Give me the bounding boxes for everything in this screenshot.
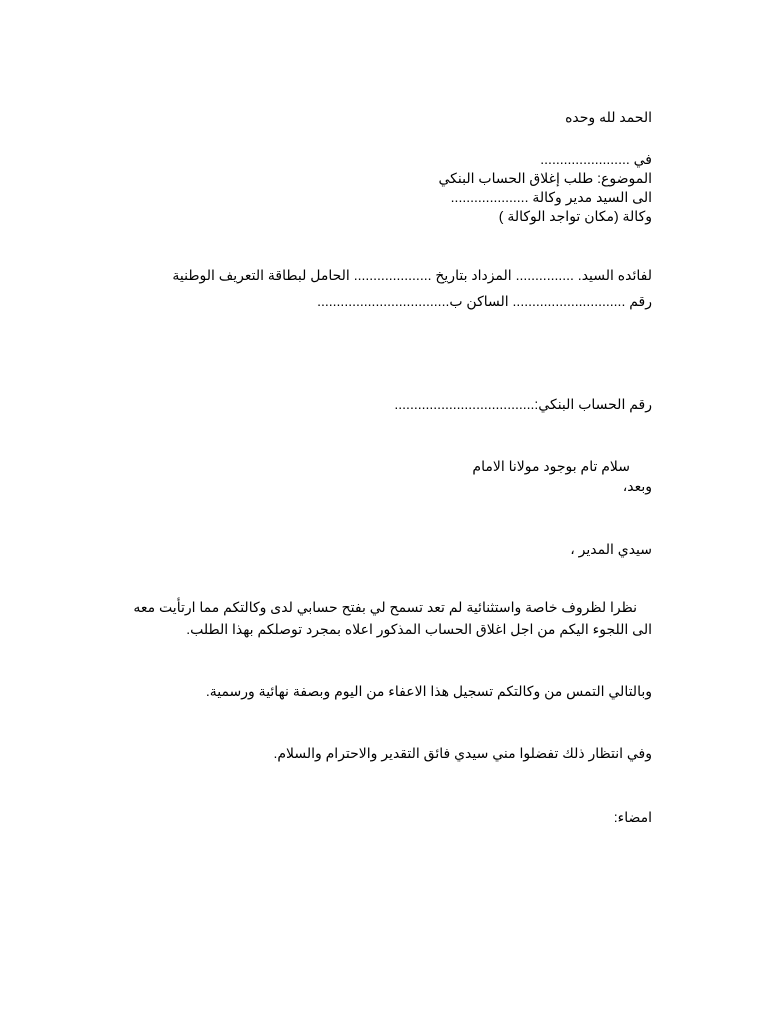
body-line-1: نظرا لظروف خاصة واستثنائية لم تعد تسمح لي بفتح حسابي لدى وكالتكم مما ارتأيت معه [133, 599, 637, 615]
place-date-line: في ....................... [540, 151, 652, 167]
agency-line: وكالة (مكان تواجد الوكالة ) [498, 208, 652, 224]
request-line: وبالتالي التمس من وكالتكم تسجيل هذا الاعفاء من اليوم وبصفة نهائية ورسمية. [205, 683, 652, 699]
account-number-line: رقم الحساب البنكي:.................................... [394, 396, 652, 412]
header-praise: الحمد لله وحده [565, 109, 652, 125]
salutation-line-1: سلام تام بوجود مولانا الامام [472, 458, 630, 474]
signature-label: امضاء: [613, 809, 652, 825]
closing-line: وفي انتظار ذلك تفضلوا مني سيدي فائق التقدير والاحترام والسلام. [273, 745, 652, 761]
recipient-line: الى السيد مدير وكالة .................... [450, 189, 652, 205]
addressee-line: سيدي المدير ، [570, 541, 652, 557]
body-line-2: الى اللجوء اليكم من اجل اغلاق الحساب المذكور اعلاه بمجرد توصلكم بهذا الطلب. [186, 621, 652, 637]
identity-line-1: لفائده السيد. ............... المزداد بتاريخ .................... الحامل لبطاقة التعريف الوطنية [172, 267, 652, 283]
subject-line: الموضوع: طلب إغلاق الحساب البنكي [438, 170, 652, 186]
identity-line-2: رقم ............................. الساكن ب.................................. [317, 293, 652, 309]
salutation-line-2: وبعد، [622, 478, 652, 494]
